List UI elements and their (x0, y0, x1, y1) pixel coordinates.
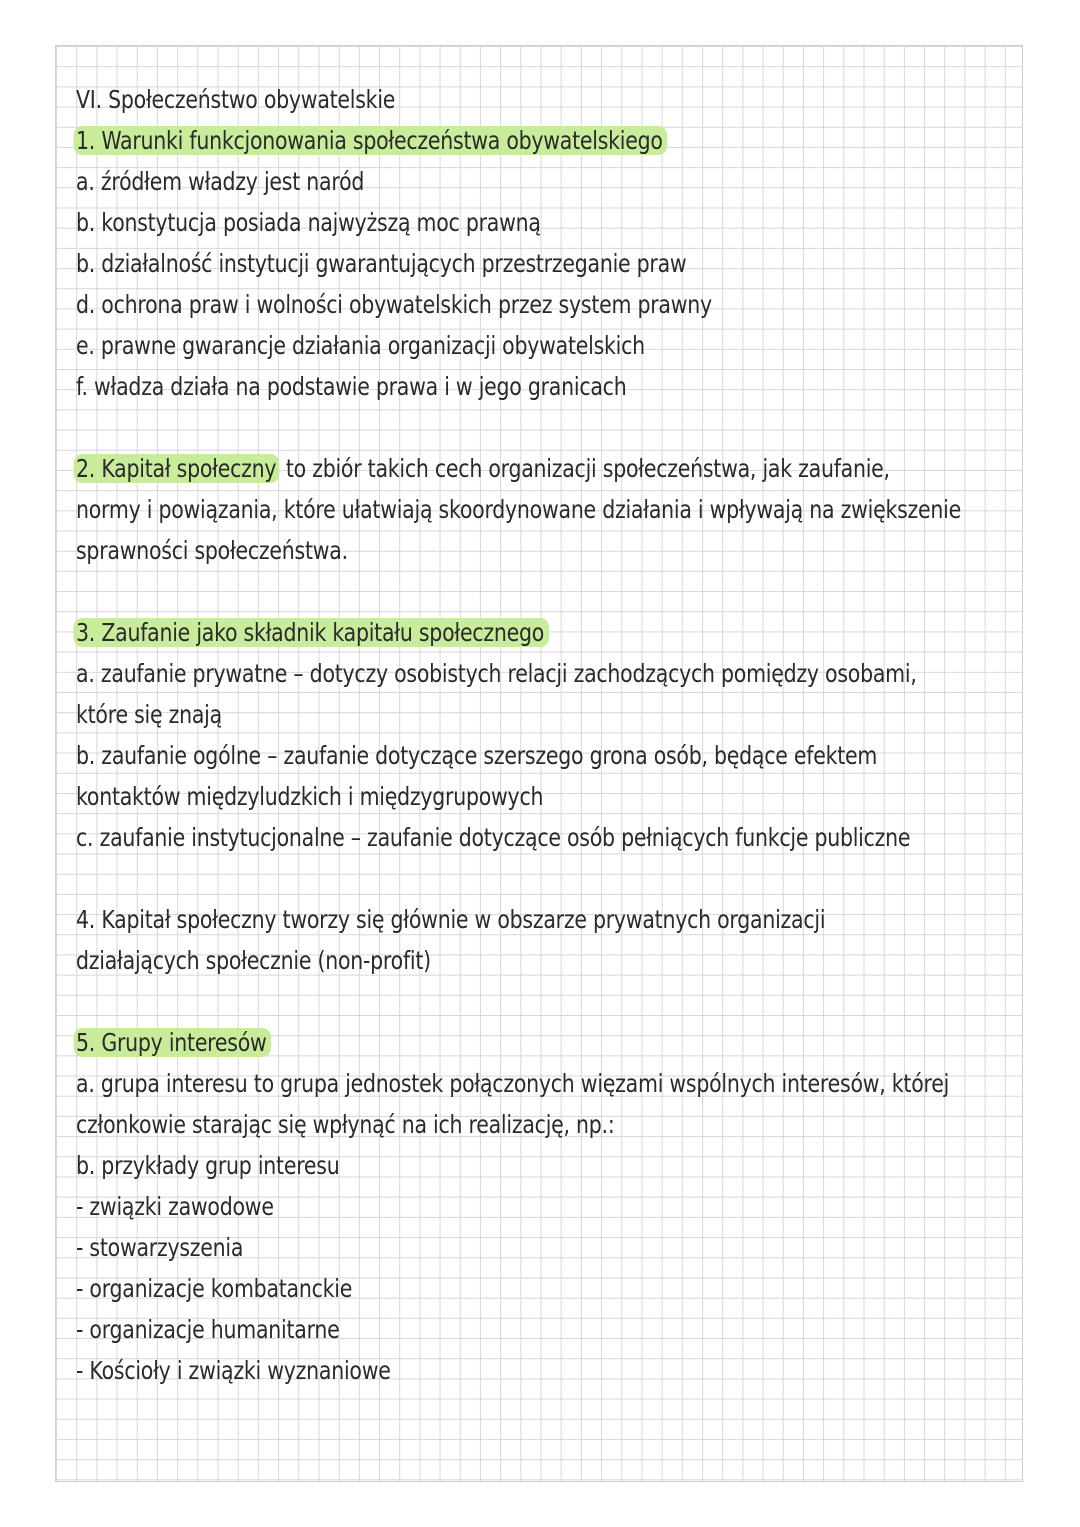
section-1-item: e. prawne gwarancje działania organizacji obywatelskich (76, 331, 645, 360)
list-item: - stowarzyszenia (76, 1233, 244, 1262)
list-item: - Kościoły i związki wyznaniowe (76, 1356, 391, 1385)
page-title: VI. Społeczeństwo obywatelskie (76, 85, 396, 114)
section-4-line: działających społecznie (non-profit) (76, 946, 431, 975)
list-item: - związki zawodowe (76, 1192, 274, 1221)
section-5-heading (76, 1023, 271, 1063)
section-2-line: sprawności społeczeństwa. (76, 536, 348, 565)
section-4-line: 4. Kapitał społeczny tworzy się głównie w obszarze prywatnych organizacji (76, 905, 826, 934)
section-1-item: d. ochrona praw i wolności obywatelskich przez system prawny (76, 290, 712, 319)
section-3-line: b. zaufanie ogólne – zaufanie dotyczące szerszego grona osób, będące efektem (76, 741, 878, 770)
section-5-line: b. przykłady grup interesu (76, 1151, 340, 1180)
list-item: - organizacje humanitarne (76, 1315, 340, 1344)
section-3-line: c. zaufanie instytucjonalne – zaufanie dotyczące osób pełniących funkcje publiczne (76, 823, 911, 852)
list-item: - organizacje kombatanckie (76, 1274, 353, 1303)
section-1-item: a. źródłem władzy jest naród (76, 167, 365, 196)
section-1-heading (76, 121, 668, 161)
section-2-line: normy i powiązania, które ułatwiają skoordynowane działania i wpływają na zwiększenie (76, 495, 961, 524)
section-2-definition: to zbiór takich cech organizacji społeczeństwa, jak zaufanie, (279, 454, 890, 483)
section-3-heading-text: 3. Zaufanie jako składnik kapitału społecznego (74, 618, 549, 647)
section-1-item: b. działalność instytucji gwarantujących przestrzeganie praw (76, 249, 687, 278)
section-3-line: a. zaufanie prywatne – dotyczy osobistych relacji zachodzących pomiędzy osobami, (76, 659, 917, 688)
section-2-term: 2. Kapitał społeczny (74, 454, 280, 483)
section-1-heading-text: 1. Warunki funkcjonowania społeczeństwa obywatelskiego (74, 126, 668, 155)
section-5-line: a. grupa interesu to grupa jednostek połączonych więzami wspólnych interesów, której (76, 1069, 950, 1098)
section-1-item: f. władza działa na podstawie prawa i w jego granicach (76, 372, 627, 401)
section-2-line (76, 449, 890, 489)
section-5-heading-text: 5. Grupy interesów (74, 1028, 272, 1057)
section-5-line: członkowie starając się wpłynąć na ich realizację, np.: (76, 1110, 615, 1139)
section-1-item: b. konstytucja posiada najwyższą moc prawną (76, 208, 541, 237)
section-3-line: które się znają (76, 700, 222, 729)
section-3-heading (76, 613, 549, 653)
section-3-line: kontaktów międzyludzkich i międzygrupowych (76, 782, 544, 811)
